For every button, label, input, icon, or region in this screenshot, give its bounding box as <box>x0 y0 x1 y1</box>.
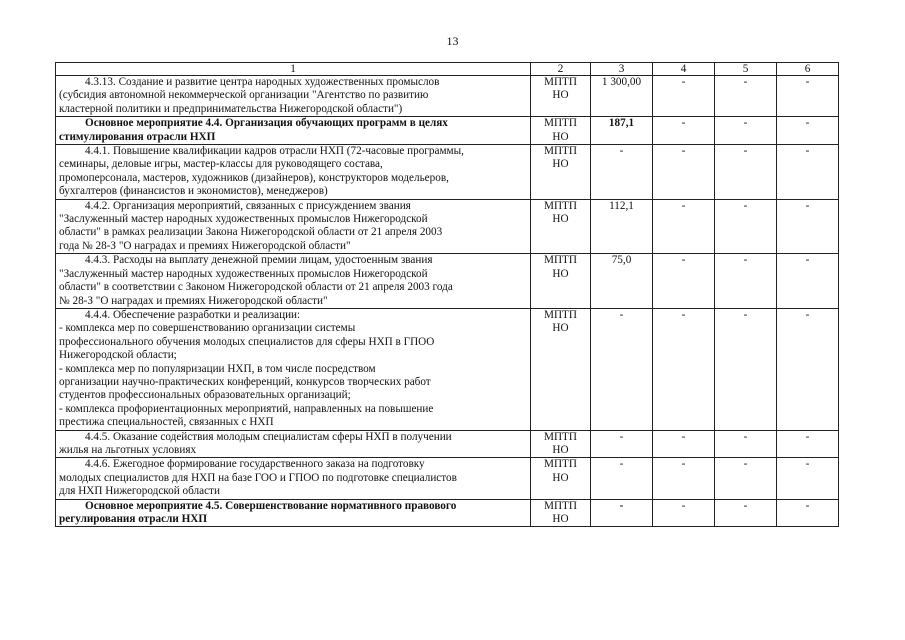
col-header-5: 5 <box>715 63 777 76</box>
description-line: Основное мероприятие 4.4. Организация обучающих программ в целях <box>85 117 448 130</box>
agency-line: НО <box>552 158 569 171</box>
responsible-agency <box>531 254 591 309</box>
description-line: Нижегородской области; <box>59 349 177 362</box>
description-line: года № 28-З "О наградах и премиях Нижегородской области" <box>59 239 351 252</box>
description-line: организации научно-практических конференций, конкурсов творческих работ <box>59 375 431 388</box>
description-line: области" в соответствии с Законом Нижегородской области от 21 апреля 2003 года <box>59 281 453 294</box>
value-cell-c4: - <box>653 117 715 145</box>
agency-line: МПТП <box>544 254 577 267</box>
agency-line: МПТП <box>544 117 577 130</box>
table-row <box>56 254 839 309</box>
table-row <box>56 199 839 254</box>
table-row <box>56 499 839 527</box>
agency-line: НО <box>552 322 569 335</box>
value-cell-c6: - <box>777 76 839 117</box>
value-cell-c5: - <box>715 430 777 458</box>
value-cell-c6: - <box>777 117 839 145</box>
activity-description <box>56 145 531 200</box>
responsible-agency <box>531 199 591 254</box>
responsible-agency <box>531 117 591 145</box>
agency-line: НО <box>552 213 569 226</box>
value-cell-c3: - <box>591 430 653 458</box>
responsible-agency <box>531 145 591 200</box>
agency-line: МПТП <box>544 308 577 321</box>
description-line: профессионального обучения молодых специалистов для сферы НХП в ГПОО <box>59 335 435 348</box>
value-cell-c5: - <box>715 254 777 309</box>
value-cell-c4: - <box>653 308 715 430</box>
header-row <box>56 63 839 76</box>
description-line: стимулирования отрасли НХП <box>59 130 216 143</box>
value-cell-c4: - <box>653 199 715 254</box>
col-header-4: 4 <box>653 63 715 76</box>
value-cell-c5: - <box>715 145 777 200</box>
description-line: 4.4.2. Организация мероприятий, связанных с присуждением звания <box>85 199 411 212</box>
description-line: промоперсонала, мастеров, художников (дизайнеров), конструкторов модельеров, <box>59 171 449 184</box>
description-line: семинары, деловые игры, мастер-классы для руководящего состава, <box>59 158 383 171</box>
description-line: "Заслуженный мастер народных художественных промыслов Нижегородской <box>59 267 428 280</box>
value-cell-c5: - <box>715 499 777 527</box>
responsible-agency <box>531 430 591 458</box>
col-header-1: 1 <box>56 63 531 76</box>
value-cell-c4: - <box>653 76 715 117</box>
table-row <box>56 117 839 145</box>
activity-description <box>56 199 531 254</box>
col-header-3: 3 <box>591 63 653 76</box>
description-line: 4.4.5. Оказание содействия молодым специалистам сферы НХП в получении <box>85 430 452 443</box>
description-line: 4.3.13. Создание и развитие центра народных художественных промыслов <box>85 76 440 88</box>
value-cell-c6: - <box>777 145 839 200</box>
col-header-2: 2 <box>531 63 591 76</box>
description-line: кластерной политики и предпринимательства Нижегородской области") <box>59 102 403 115</box>
table-row <box>56 308 839 430</box>
value-cell-c6: - <box>777 199 839 254</box>
description-line: бухгалтеров (финансистов и экономистов), менеджеров) <box>59 185 328 198</box>
description-line: области" в рамках реализации Закона Нижегородской области от 21 апреля 2003 <box>59 226 443 239</box>
agency-line: НО <box>552 513 569 525</box>
value-cell-c6: - <box>777 458 839 499</box>
agency-line: МПТП <box>544 499 577 512</box>
value-cell-c3: - <box>591 145 653 200</box>
description-line: регулирования отрасли НХП <box>59 513 208 525</box>
activity-description <box>56 430 531 458</box>
activity-description <box>56 499 531 527</box>
value-cell-c3: 75,0 <box>591 254 653 309</box>
page-number: 13 <box>446 34 459 48</box>
description-line: для НХП Нижегородской области <box>59 485 220 498</box>
activities-table <box>55 62 839 527</box>
value-cell-c3: 1 300,00 <box>591 76 653 117</box>
table-row <box>56 145 839 200</box>
table-row <box>56 76 839 117</box>
value-cell-c5: - <box>715 458 777 499</box>
description-line: студентов профессиональных образовательных организаций; <box>59 389 351 402</box>
description-line: - комплекса мер по популяризации НХП, в том числе посредством <box>59 362 376 375</box>
description-line: - комплекса мер по совершенствованию организации системы <box>59 322 356 335</box>
description-line: № 28-З "О наградах и премиях Нижегородской области" <box>59 294 328 307</box>
description-line: 4.4.1. Повышение квалификации кадров отрасли НХП (72-часовые программы, <box>85 145 464 158</box>
responsible-agency <box>531 499 591 527</box>
value-cell-c3: - <box>591 499 653 527</box>
agency-line: НО <box>552 130 569 143</box>
value-cell-c3: 112,1 <box>591 199 653 254</box>
activity-description <box>56 76 531 117</box>
description-line: 4.4.6. Ежегодное формирование государственного заказа на подготовку <box>85 458 425 471</box>
value-cell-c3: - <box>591 458 653 499</box>
agency-line: НО <box>552 443 569 456</box>
value-cell-c4: - <box>653 145 715 200</box>
value-cell-c3: 187,1 <box>591 117 653 145</box>
table-row <box>56 430 839 458</box>
agency-line: МПТП <box>544 199 577 212</box>
value-cell-c3: - <box>591 308 653 430</box>
description-line: - комплекса профориентационных мероприятий, направленных на повышение <box>59 402 434 415</box>
value-cell-c6: - <box>777 308 839 430</box>
description-line: престижа специальностей, связанных с НХП <box>59 416 274 429</box>
agency-line: МПТП <box>544 76 577 88</box>
description-line: 4.4.3. Расходы на выплату денежной премии лицам, удостоенным звания <box>85 254 433 267</box>
value-cell-c5: - <box>715 199 777 254</box>
agency-line: НО <box>552 89 569 102</box>
activity-description <box>56 117 531 145</box>
value-cell-c5: - <box>715 308 777 430</box>
description-line: Основное мероприятие 4.5. Совершенствование нормативного правового <box>85 499 457 512</box>
value-cell-c4: - <box>653 499 715 527</box>
value-cell-c6: - <box>777 499 839 527</box>
value-cell-c6: - <box>777 430 839 458</box>
agency-line: МПТП <box>544 145 577 158</box>
value-cell-c4: - <box>653 430 715 458</box>
col-header-6: 6 <box>777 63 839 76</box>
value-cell-c5: - <box>715 117 777 145</box>
agency-line: МПТП <box>544 458 577 471</box>
description-line: 4.4.4. Обеспечение разработки и реализации: <box>85 308 301 321</box>
agency-line: НО <box>552 471 569 484</box>
activity-description <box>56 308 531 430</box>
value-cell-c4: - <box>653 254 715 309</box>
description-line: "Заслуженный мастер народных художественных промыслов Нижегородской <box>59 213 428 226</box>
agency-line: НО <box>552 267 569 280</box>
activity-description <box>56 458 531 499</box>
table-row <box>56 458 839 499</box>
value-cell-c5: - <box>715 76 777 117</box>
value-cell-c6: - <box>777 254 839 309</box>
description-line: молодых специалистов для НХП на базе ГОО и ГПОО по подготовке специалистов <box>59 471 457 484</box>
description-line: (субсидия автономной некоммерческой организации "Агентство по развитию <box>59 89 429 102</box>
description-line: жилья на льготных условиях <box>59 443 197 456</box>
responsible-agency <box>531 308 591 430</box>
responsible-agency <box>531 76 591 117</box>
value-cell-c4: - <box>653 458 715 499</box>
responsible-agency <box>531 458 591 499</box>
agency-line: МПТП <box>544 430 577 443</box>
activity-description <box>56 254 531 309</box>
